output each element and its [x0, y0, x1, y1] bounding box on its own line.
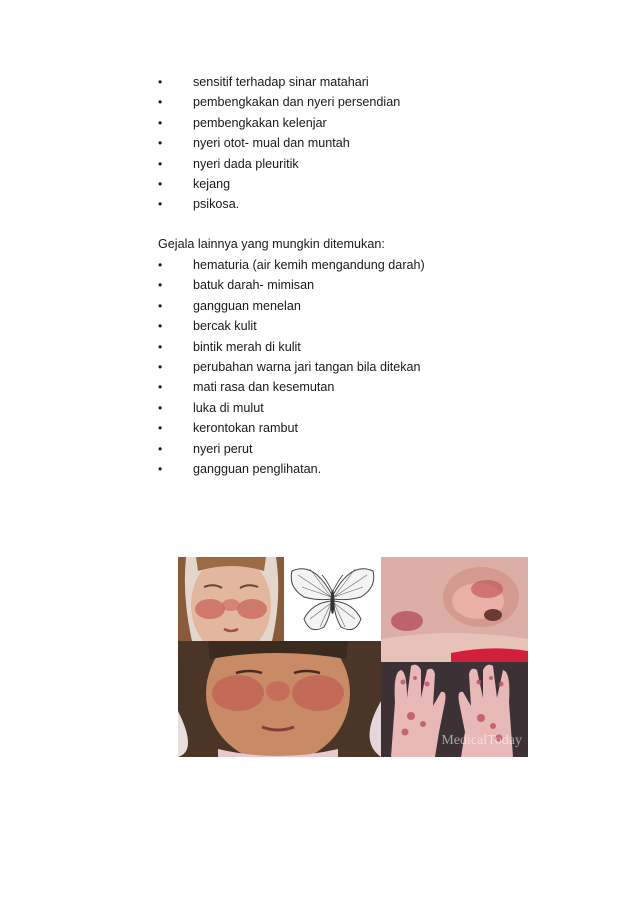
- watermark-text: MedicalToday: [441, 733, 522, 748]
- list-item: [155, 133, 400, 153]
- list-item: [155, 337, 425, 357]
- list-item: [155, 72, 400, 92]
- list-item-text: perubahan warna jari tangan bila ditekan: [193, 359, 421, 374]
- list-item-text: luka di mulut: [193, 400, 264, 415]
- list-item-text: hematuria (air kemih mengandung darah): [193, 258, 425, 272]
- other-symptoms-heading: Gejala lainnya yang mungkin ditemukan:: [158, 237, 385, 251]
- bullet-icon: •: [158, 400, 163, 415]
- nose-lesion-photo: [381, 557, 528, 662]
- bullet-icon: •: [158, 75, 163, 89]
- facial-rash-girl-photo: [178, 641, 381, 757]
- bullet-icon: •: [158, 319, 163, 334]
- lupus-symptoms-collage: [178, 557, 528, 757]
- list-item: [155, 194, 400, 214]
- list-item: [155, 255, 425, 275]
- other-symptoms-list: [155, 255, 425, 479]
- list-item-text: nyeri otot- mual dan muntah: [193, 136, 350, 151]
- list-item-text: kerontokan rambut: [193, 421, 299, 436]
- bullet-icon: •: [158, 359, 163, 374]
- bullet-icon: •: [158, 176, 163, 191]
- symptoms-list: [155, 72, 400, 215]
- bullet-icon: •: [158, 258, 163, 272]
- list-item: [155, 377, 425, 397]
- list-item-text: sensitif terhadap sinar matahari: [193, 75, 369, 89]
- bullet-icon: •: [158, 136, 163, 151]
- butterfly-drawing: [284, 557, 381, 641]
- bullet-icon: •: [158, 156, 163, 171]
- list-item: [155, 459, 425, 479]
- list-item: [155, 174, 400, 194]
- list-item-text: psikosa.: [193, 197, 240, 212]
- list-item-text: gangguan penglihatan.: [193, 461, 322, 476]
- list-item: [155, 92, 400, 112]
- list-item: [155, 275, 425, 295]
- list-item: [155, 357, 425, 377]
- bullet-icon: •: [158, 115, 163, 130]
- list-item-text: batuk darah- mimisan: [193, 278, 315, 293]
- bullet-icon: •: [158, 95, 163, 110]
- list-item: [155, 418, 425, 438]
- butterfly-rash-face-photo: [178, 557, 284, 641]
- bullet-icon: •: [158, 298, 163, 313]
- bullet-icon: •: [158, 461, 163, 476]
- list-item-text: mati rasa dan kesemutan: [193, 380, 335, 395]
- bullet-icon: •: [158, 197, 163, 212]
- bullet-icon: •: [158, 380, 163, 395]
- list-item-text: pembengkakan kelenjar: [193, 115, 327, 130]
- list-item-text: bintik merah di kulit: [193, 339, 301, 354]
- bullet-icon: •: [158, 339, 163, 354]
- list-item: [155, 154, 400, 174]
- list-item-text: pembengkakan dan nyeri persendian: [193, 95, 401, 110]
- list-item: [155, 316, 425, 336]
- list-item-text: kejang: [193, 176, 231, 191]
- list-item: [155, 398, 425, 418]
- list-item: [155, 439, 425, 459]
- bullet-icon: •: [158, 421, 163, 436]
- list-item-text: nyeri dada pleuritik: [193, 156, 299, 171]
- list-item-text: bercak kulit: [193, 319, 257, 334]
- list-item-text: nyeri perut: [193, 441, 253, 456]
- bullet-icon: •: [158, 441, 163, 456]
- list-item: [155, 113, 400, 133]
- list-item: [155, 296, 425, 316]
- list-item-text: gangguan menelan: [193, 298, 301, 313]
- bullet-icon: •: [158, 278, 163, 293]
